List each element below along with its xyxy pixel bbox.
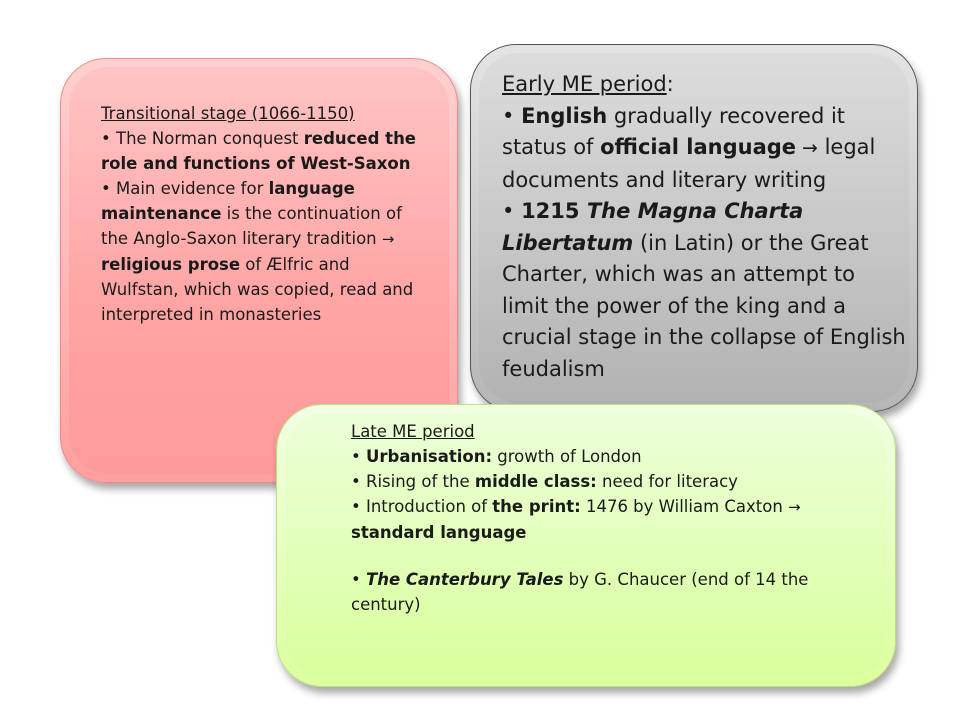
bullet-text: Main evidence for — [115, 179, 269, 198]
early-me-period-content — [502, 69, 907, 385]
bullet-text: growth of London — [492, 447, 642, 466]
bullet-official-language — [502, 101, 907, 197]
bullet-text: need for literacy — [596, 472, 738, 491]
bullet-language-maintenance — [101, 176, 431, 327]
bullet-bold-text: middle class: — [474, 472, 597, 491]
spacer — [351, 545, 871, 567]
bullet-bold-italic-text: The Magna Charta Libertatum — [502, 199, 804, 255]
bullet-text: gradually recovered it status of — [502, 103, 846, 159]
bullet-text: is the continuation of the Anglo-Saxon literary tradition — [101, 204, 402, 248]
bullet-bold-italic-text: The Canterbury Tales — [365, 570, 564, 589]
right-arrow-icon: → — [788, 498, 801, 516]
bullet-text: Rising of the — [365, 472, 475, 491]
bullet-bold-text: reduced the role and functions of West-Saxon — [101, 129, 417, 173]
bullet-bold-text: Urbanisation: — [365, 447, 493, 466]
bullet-bold-text: language maintenance — [101, 179, 355, 223]
bullet-text: Introduction of — [365, 497, 493, 516]
bullet-canterbury-tales — [351, 567, 871, 617]
bullet-text: of Ælfric and Wulfstan, which was copied, read and interpreted in monasteries — [101, 255, 414, 324]
transitional-stage-title: Transitional stage (1066-1150) — [101, 104, 355, 123]
bullet-middle-class — [351, 469, 871, 494]
bullet-bold-text: 1215 — [521, 199, 580, 223]
right-arrow-icon: → — [796, 137, 818, 159]
late-me-period-title: Late ME period — [351, 422, 475, 441]
bullet-bold-text: standard language — [351, 523, 527, 542]
late-me-period-content — [351, 419, 871, 617]
bullet-urbanisation — [351, 444, 871, 469]
title-colon: : — [666, 72, 674, 96]
bullet-bold-text: English — [521, 103, 608, 128]
early-me-period-heading — [502, 69, 907, 101]
late-me-period-box — [276, 404, 896, 687]
bullet-text: The Norman conquest — [115, 129, 304, 148]
bullet-text: by G. Chaucer (end of 14 the century) — [351, 570, 809, 614]
bullet-magna-charta — [502, 196, 907, 385]
bullet-norman-conquest — [101, 126, 431, 176]
bullet-text: 1476 by William Caxton — [580, 497, 789, 516]
bullet-text: (in Latin) or the Great Charter, which was an attempt to limit the power of the king and a crucial stage in the collapse of English feudalism — [502, 230, 906, 381]
transitional-stage-content — [101, 101, 431, 327]
bullet-bold-text: official language — [600, 135, 797, 159]
bullet-bold-text: the print: — [492, 497, 581, 516]
early-me-period-box — [470, 44, 918, 412]
bullet-print — [351, 494, 871, 545]
early-me-period-title: Early ME period — [502, 72, 667, 96]
right-arrow-icon: → — [381, 230, 395, 248]
bullet-bold-text: religious prose — [101, 255, 241, 274]
bullet-text: legal documents and literary writing — [502, 135, 876, 192]
